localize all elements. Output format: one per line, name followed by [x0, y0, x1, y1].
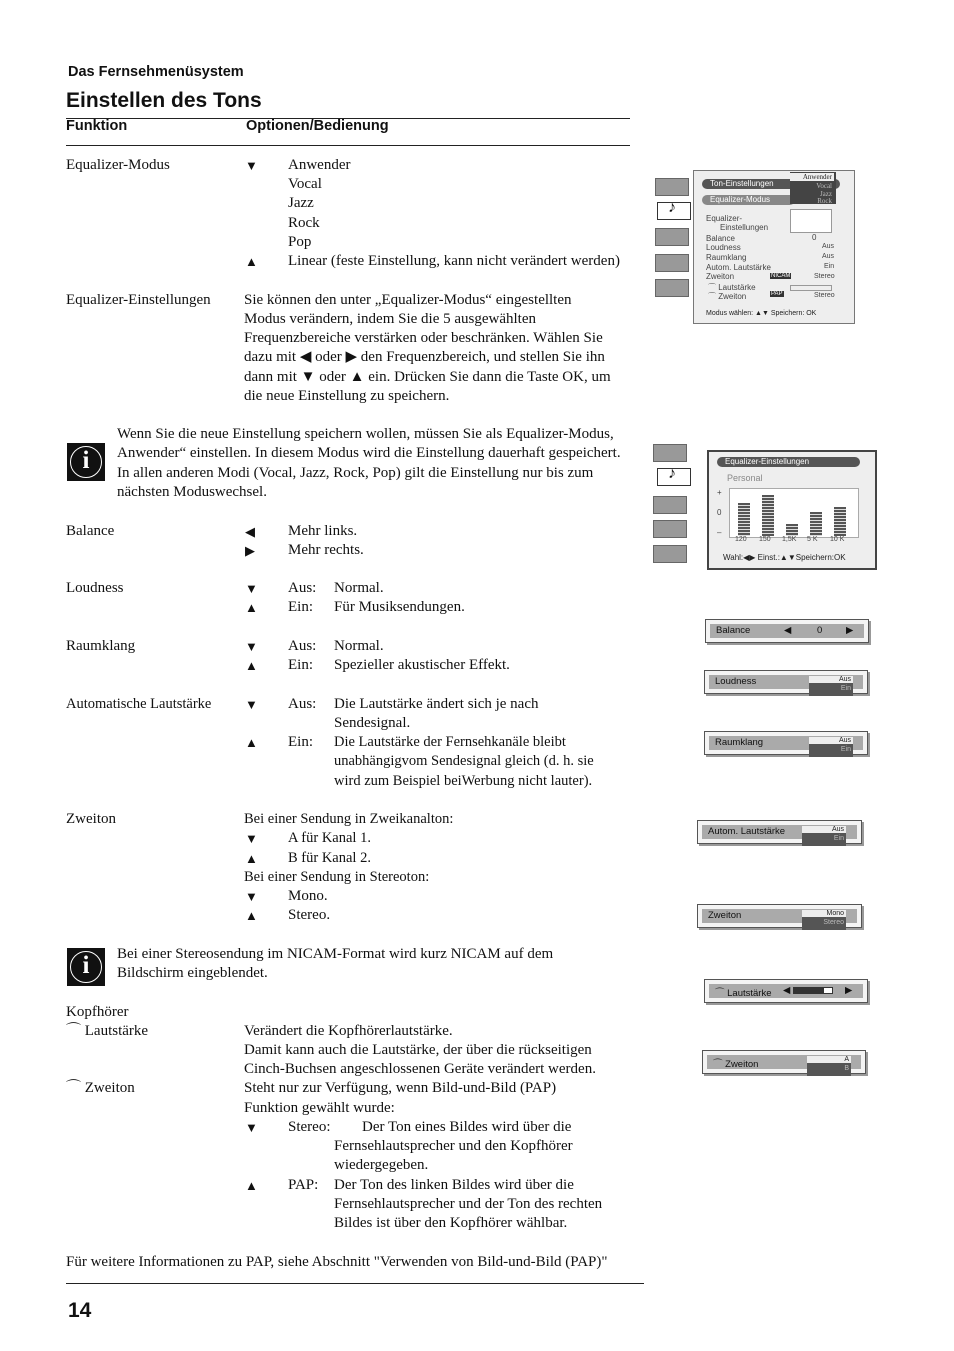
option-desc: Fernsehlautsprecher und der Ton des rechten: [334, 1196, 603, 1212]
option-a[interactable]: A: [807, 1056, 851, 1063]
page-number: 14: [68, 1299, 92, 1322]
option-desc: unabhängigvom Sendesignal gleich (d. h. sie: [334, 753, 594, 769]
option-b[interactable]: B: [844, 1065, 849, 1072]
mode-dropdown[interactable]: [790, 172, 836, 204]
headphone-volume-label: Lautstärke: [84, 1023, 149, 1039]
hp-volume-osd[interactable]: [704, 979, 868, 1003]
eq-option: Pop: [288, 234, 312, 250]
eq-settings-text: die neue Einstellung zu speichern.: [244, 388, 450, 404]
hp-zweiton-osd-text: Zweiton: [725, 1059, 759, 1070]
up-arrow-icon: ▲: [245, 658, 258, 673]
option-desc: Der Ton des linken Bildes wird über die: [334, 1177, 574, 1193]
option-aus[interactable]: Aus: [809, 676, 853, 683]
menu-item[interactable]: ⌒ Zweiton: [708, 292, 747, 301]
loudness-osd[interactable]: [704, 670, 868, 694]
note-text: nächsten Moduswechsel.: [117, 484, 267, 500]
dropdown-option[interactable]: Jazz: [819, 190, 832, 198]
eq-axis-plus: +: [717, 488, 722, 497]
auto-volume-label: Automatische Lautstärke: [66, 696, 212, 712]
note-text: Bildschirm eingeblendet.: [117, 965, 268, 981]
balance-left: Mehr links.: [288, 523, 358, 539]
eq-option: Rock: [288, 215, 320, 231]
menu-value: Aus: [822, 243, 835, 250]
eq-band-bar[interactable]: [834, 507, 846, 536]
left-arrow-icon[interactable]: ◀: [783, 985, 791, 996]
eq-band-bar[interactable]: [738, 503, 750, 536]
eq-band-label: 5 K: [807, 536, 818, 543]
zweiton-b: B für Kanal 2.: [288, 850, 371, 866]
left-arrow-icon: ◀: [245, 524, 255, 539]
up-arrow-icon: ▲: [245, 908, 258, 923]
pap-badge: PAP: [771, 291, 783, 297]
hp-text: Damit kann auch die Lautstärke, der über die rückseitigen: [244, 1042, 592, 1058]
menu-item[interactable]: Autom. Lautstärke: [706, 263, 771, 272]
down-arrow-icon: ▼: [245, 697, 258, 712]
eq-option: Anwender: [288, 157, 351, 173]
hp-volume-osd-label: ⌒ Lautstärke: [715, 988, 772, 999]
balance-osd-label: Balance: [716, 625, 751, 636]
menu-item-label: Lautstärke: [718, 283, 756, 292]
hp-zweiton-osd-label: ⌒ Zweiton: [713, 1059, 759, 1070]
menu-item[interactable]: ⌒ Lautstärke: [708, 283, 756, 292]
eq-settings-text: Frequenzbereiche verstärken oder beschränken. Wählen Sie: [244, 330, 603, 346]
menu-item-label: Zweiton: [718, 292, 747, 301]
option-key: Aus:: [288, 580, 317, 596]
option-desc: Für Musiksendungen.: [334, 599, 465, 615]
menu-mode-label: Equalizer-Modus: [702, 195, 795, 205]
eq-settings-label: Equalizer-Einstellungen: [66, 292, 211, 308]
menu-side-icons: [655, 178, 689, 296]
eq-band-label: 150: [759, 536, 771, 543]
option-key: Aus:: [288, 696, 317, 712]
headphone-icon: ⌒: [66, 1023, 82, 1039]
headphone-label: Kopfhörer: [66, 1004, 129, 1020]
option-desc: Bildes ist über den Kopfhörer wählbar.: [334, 1215, 568, 1231]
menu-value: Ein: [824, 263, 835, 270]
zweiton-a: A für Kanal 1.: [288, 830, 371, 846]
left-arrow-icon[interactable]: ◀: [784, 625, 792, 636]
option-desc: Der Ton eines Bildes wird über die: [362, 1119, 572, 1135]
list-icon: [655, 279, 689, 297]
down-arrow-icon: ▼: [245, 581, 258, 596]
list-icon: [653, 545, 687, 563]
eq-side-icons: [653, 444, 687, 590]
sound-note-icon: ♪: [657, 468, 691, 486]
hp-volume-slider[interactable]: [790, 285, 832, 291]
right-arrow-icon[interactable]: ▶: [846, 625, 854, 636]
eq-settings-text: dann mit ▼ oder ▲ ein. Drücken Sie dann die Taste OK, um: [244, 369, 611, 385]
dropdown-option[interactable]: Vocal: [816, 182, 832, 190]
sound-note-icon: ♪: [657, 202, 691, 220]
sound-menu-osd: [693, 170, 855, 324]
option-ein[interactable]: Ein: [840, 685, 851, 692]
autom-options[interactable]: [802, 826, 846, 846]
features-icon: [655, 228, 689, 246]
colhead-rule: [66, 145, 630, 146]
eq-option: Vocal: [288, 176, 322, 192]
option-desc: Die Lautstärke ändert sich je nach: [334, 696, 539, 712]
menu-value: 0: [812, 233, 817, 242]
option-key: PAP:: [288, 1177, 319, 1193]
raumklang-label: Raumklang: [66, 638, 136, 654]
down-arrow-icon: ▼: [245, 1120, 258, 1135]
hp-zweiton-osd[interactable]: [702, 1050, 866, 1074]
headphone-icon: ⌒: [66, 1080, 82, 1096]
option-desc: Fernsehlautsprecher und den Kopfhörer: [334, 1138, 573, 1154]
up-arrow-icon: ▲: [245, 735, 258, 750]
eq-graph: [729, 488, 859, 538]
eq-band-label: 1,5K: [782, 536, 797, 543]
menu-value: Stereo: [814, 292, 835, 299]
note-text: Anwender“ einstellen. In diesem Modus wird die Einstellung dauerhaft gespeichert.: [117, 445, 621, 461]
option-desc: Sendesignal.: [334, 715, 411, 731]
eq-option: Jazz: [288, 195, 314, 211]
menu-value: Stereo: [814, 273, 835, 280]
menu-footer: Modus wählen: ▲▼ Speichern: OK: [706, 310, 817, 317]
eq-axis-minus: –: [717, 528, 722, 537]
hp-text: Cinch-Buchsen angeschlossenen Geräte verändert werden.: [244, 1061, 596, 1077]
option-key: Aus:: [288, 638, 317, 654]
down-arrow-icon: ▼: [245, 831, 258, 846]
raumklang-options[interactable]: [809, 737, 853, 757]
info-icon: i: [67, 948, 105, 986]
eq-preset: Personal: [727, 473, 763, 483]
eq-settings-text: dazu mit ◀ oder ▶ den Frequenzbereich, und stellen Sie ihn: [244, 349, 605, 365]
autom-volume-osd[interactable]: [697, 820, 862, 844]
setup-icon: [653, 520, 687, 538]
equalizer-osd: [707, 450, 877, 570]
balance-osd[interactable]: [705, 619, 869, 643]
picture-icon: [653, 444, 687, 462]
picture-icon: [655, 178, 689, 196]
option-key: Ein:: [288, 599, 313, 615]
right-arrow-icon: ▶: [245, 543, 255, 558]
raumklang-osd[interactable]: [704, 731, 868, 755]
balance-right: Mehr rechts.: [288, 542, 364, 558]
hp-volume-osd-text: Lautstärke: [727, 988, 772, 999]
option-aus[interactable]: Aus: [802, 826, 846, 833]
option-desc: Die Lautstärke der Fernsehkanäle bleibt: [334, 734, 566, 750]
eq-footer: Wahl:◀▶ Einst.:▲▼Speichern:OK: [723, 553, 846, 562]
zweiton-options[interactable]: [802, 910, 846, 930]
loudness-osd-label: Loudness: [715, 676, 757, 687]
zweiton-osd-label: Zweiton: [708, 910, 742, 921]
option-desc: Normal.: [334, 580, 384, 596]
zweiton-osd[interactable]: [697, 904, 862, 928]
col-options: Optionen/Bedienung: [246, 118, 389, 134]
eq-option: Linear (feste Einstellung, kann nicht verändert werden): [288, 253, 620, 269]
hp-zweiton-options[interactable]: [807, 1056, 851, 1076]
right-arrow-icon[interactable]: ▶: [845, 985, 853, 996]
page-title: Einstellen des Tons: [66, 89, 262, 112]
zweiton-text: Bei einer Sendung in Zweikanalton:: [244, 811, 454, 827]
option-key: Stereo:: [288, 1119, 331, 1135]
menu-title: Ton-Einstellungen: [702, 179, 840, 189]
option-ein[interactable]: Ein: [833, 835, 844, 842]
eq-mode-label: Equalizer-Modus: [66, 157, 170, 173]
up-arrow-icon: ▲: [245, 1178, 258, 1193]
footer-note: Für weitere Informationen zu PAP, siehe Abschnitt "Verwenden von Bild-und-Bild (PAP)": [66, 1254, 608, 1270]
option-key: Ein:: [288, 657, 313, 673]
menu-item[interactable]: Einstellungen: [720, 223, 769, 232]
setup-icon: [655, 254, 689, 272]
eq-band-bar[interactable]: [762, 495, 774, 536]
option-desc: Spezieller akustischer Effekt.: [334, 657, 510, 673]
down-arrow-icon: ▼: [245, 158, 258, 173]
info-icon: i: [67, 443, 105, 481]
note-text: Wenn Sie die neue Einstellung speichern wollen, müssen Sie als Equalizer-Modus,: [117, 426, 614, 442]
eq-band-bar[interactable]: [786, 524, 798, 536]
up-arrow-icon: ▲: [245, 851, 258, 866]
note-text: Bei einer Stereosendung im NICAM-Format wird kurz NICAM auf dem: [117, 946, 554, 962]
option-aus[interactable]: Aus: [809, 737, 853, 744]
eq-band-bar[interactable]: [810, 512, 822, 536]
headphone-volume-row: [66, 1022, 148, 1041]
down-arrow-icon: ▼: [245, 889, 258, 904]
eq-axis-zero: 0: [717, 508, 722, 517]
option-desc: Normal.: [334, 638, 384, 654]
menu-item[interactable]: Equalizer-: [706, 214, 743, 223]
hp-volume-slider[interactable]: [793, 987, 833, 994]
up-arrow-icon: ▲: [245, 600, 258, 615]
eq-settings-text: Modus verändern, indem Sie die 5 ausgewählten: [244, 311, 537, 327]
menu-item[interactable]: Raumklang: [706, 253, 747, 262]
zweiton-stereo: Stereo.: [288, 907, 331, 923]
option-ein[interactable]: Ein: [840, 746, 851, 753]
hp-text: Verändert die Kopfhörerlautstärke.: [244, 1023, 453, 1039]
loudness-label: Loudness: [66, 580, 124, 596]
option-desc: wird zum Beispiel beiWerbung nicht lauter).: [334, 773, 593, 789]
option-stereo[interactable]: Stereo: [823, 919, 844, 926]
dropdown-option[interactable]: Rock: [817, 197, 832, 205]
features-icon: [653, 496, 687, 514]
zweiton-label: Zweiton: [66, 811, 116, 827]
headphone-zweiton-row: [66, 1079, 135, 1098]
eq-title: Equalizer-Einstellungen: [717, 457, 860, 467]
autom-osd-label: Autom. Lautstärke: [708, 826, 786, 837]
hp-text: Steht nur zur Verfügung, wenn Bild-und-Bild (PAP): [244, 1080, 557, 1096]
raumklang-osd-label: Raumklang: [715, 737, 764, 748]
balance-label: Balance: [66, 523, 115, 539]
section-header: Das Fernsehmenüsystem: [68, 64, 244, 80]
loudness-options[interactable]: [809, 676, 853, 696]
hp-text: Funktion gewählt wurde:: [244, 1100, 395, 1116]
balance-osd-value: 0: [817, 625, 823, 636]
nicam-badge: NICAM: [771, 273, 791, 279]
headphone-zweiton-label: Zweiton: [84, 1080, 135, 1096]
menu-item[interactable]: Zweiton: [706, 272, 735, 281]
up-arrow-icon: ▲: [245, 254, 258, 269]
zweiton-mono: Mono.: [288, 888, 328, 904]
menu-item[interactable]: Balance: [706, 234, 735, 243]
menu-item[interactable]: Loudness: [706, 243, 741, 252]
eq-settings-text: Sie können den unter „Equalizer-Modus“ eingestellten: [244, 292, 572, 308]
eq-mini-graph: [790, 209, 832, 233]
eq-band-label: 10 K: [830, 536, 845, 543]
dropdown-option[interactable]: Anwender: [790, 173, 834, 181]
option-key: Ein:: [288, 734, 313, 750]
down-arrow-icon: ▼: [245, 639, 258, 654]
note-text: In allen anderen Modi (Vocal, Jazz, Rock, Pop) gilt die Einstellung nur bis zum: [117, 465, 594, 481]
footer-rule: [66, 1283, 644, 1284]
eq-band-label: 120: [735, 536, 747, 543]
option-mono[interactable]: Mono: [802, 910, 846, 917]
zweiton-text: Bei einer Sendung in Stereoton:: [244, 869, 430, 885]
menu-value: Aus: [822, 253, 835, 260]
col-function: Funktion: [66, 118, 128, 134]
option-desc: wiedergegeben.: [334, 1157, 429, 1173]
